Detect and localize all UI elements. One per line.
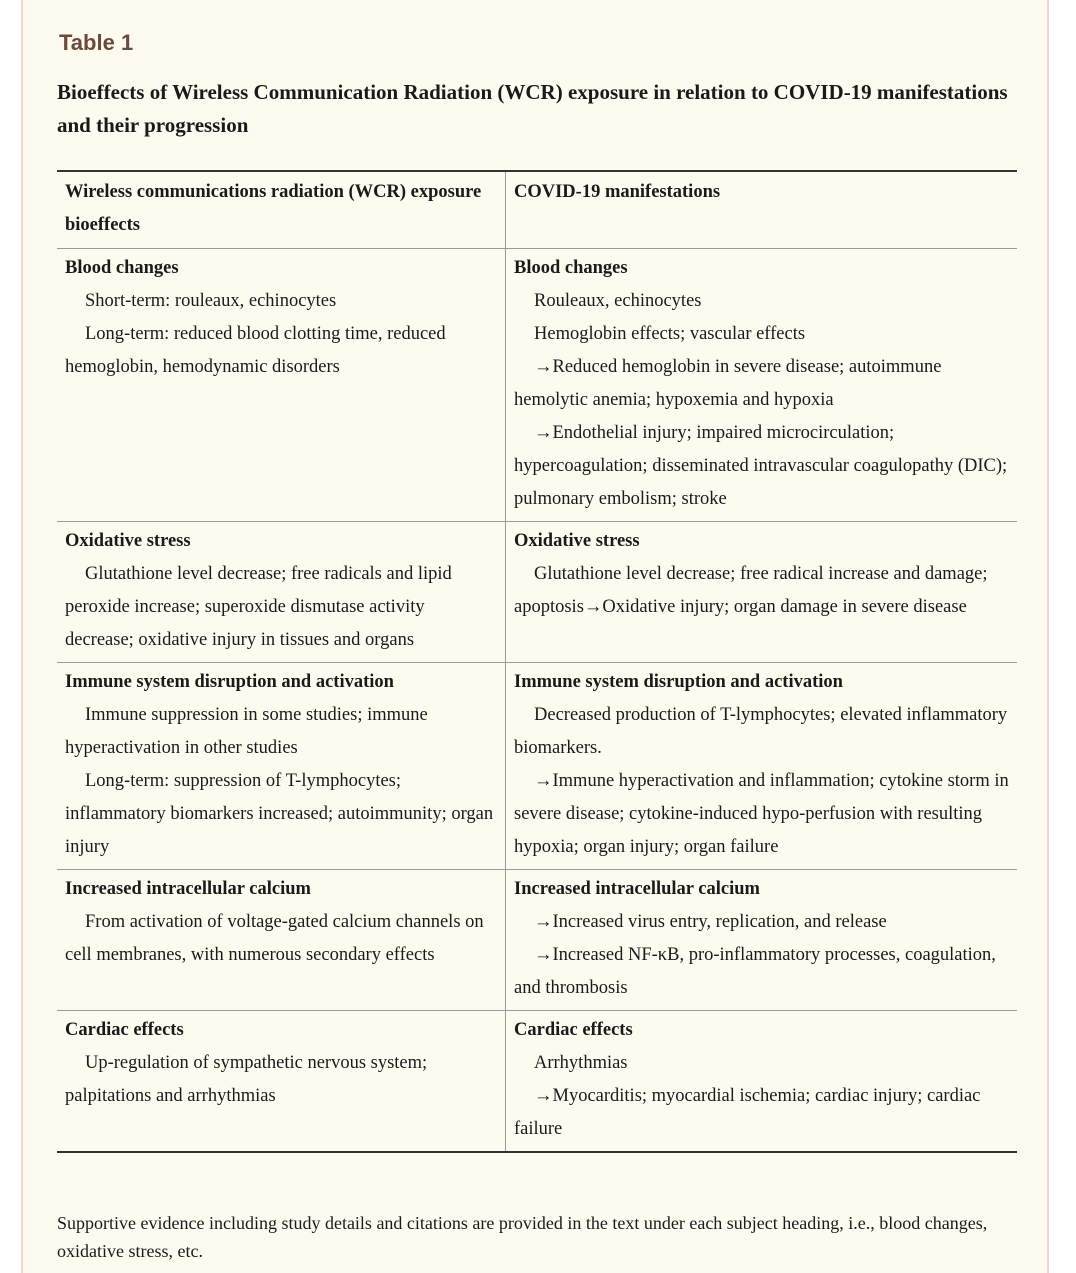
wcr-bioeffect-cell (57, 663, 506, 870)
cell-line: →Increased virus entry, replication, and release (534, 912, 887, 932)
cell-line: →Myocarditis; myocardial ischemia; cardiac injury; cardiac failure (514, 1086, 981, 1139)
cell-line: →Endothelial injury; impaired microcirculation; hypercoagulation; disseminated intravascular coagulopathy (DIC); pulmonary embolism; stroke (514, 423, 1008, 509)
covid-manifestation-cell (506, 249, 1018, 522)
table-header-row (57, 171, 1017, 249)
cell-line: Long-term: suppression of T-lymphocytes; inflammatory biomarkers increased; autoimmunity; organ injury (65, 771, 494, 857)
cell-heading: Cardiac effects (65, 1020, 184, 1040)
cell-heading: Immune system disruption and activation (514, 672, 843, 692)
covid-manifestation-cell (506, 663, 1018, 870)
cell-line: Rouleaux, echinocytes (534, 291, 702, 311)
cell-line: Immune suppression in some studies; immune hyperactivation in other studies (65, 705, 428, 758)
cell-line: From activation of voltage-gated calcium channels on cell membranes, with numerous secondary effects (65, 912, 484, 965)
cell-heading: Increased intracellular calcium (65, 879, 311, 899)
cell-heading: Oxidative stress (65, 531, 191, 551)
covid-manifestation-cell (506, 870, 1018, 1011)
cell-line: Up-regulation of sympathetic nervous system; palpitations and arrhythmias (65, 1053, 428, 1106)
column-header-wcr: Wireless communications radiation (WCR) exposure bioeffects (57, 171, 506, 249)
cell-line: Short-term: rouleaux, echinocytes (85, 291, 337, 311)
table-row (57, 522, 1017, 663)
table-panel (21, 0, 1049, 1273)
wcr-bioeffect-cell (57, 1011, 506, 1153)
table-row (57, 1011, 1017, 1153)
table-caption: Bioeffects of Wireless Communication Radiation (WCR) exposure in relation to COVID-19 manifestations and their progression (57, 80, 1008, 137)
cell-heading: Oxidative stress (514, 531, 640, 551)
covid-manifestation-cell (506, 1011, 1018, 1153)
cell-line: Glutathione level decrease; free radical increase and damage; apoptosis→Oxidative injury; organ damage in severe disease (514, 564, 988, 617)
table-row (57, 870, 1017, 1011)
column-header-covid: COVID-19 manifestations (506, 171, 1018, 249)
wcr-bioeffect-cell (57, 522, 506, 663)
cell-line: →Immune hyperactivation and inflammation; cytokine storm in severe disease; cytokine-induced hypo-perfusion with resulting hypoxia; organ injury; organ failure (514, 771, 1009, 857)
cell-line: →Increased NF-κB, pro-inflammatory processes, coagulation, and thrombosis (514, 945, 996, 998)
bioeffects-table (57, 170, 1017, 1153)
cell-heading: Cardiac effects (514, 1020, 633, 1040)
table-row (57, 663, 1017, 870)
cell-line: Glutathione level decrease; free radicals and lipid peroxide increase; superoxide dismutase activity decrease; oxidative injury in tissues and organs (65, 564, 452, 650)
cell-line: Hemoglobin effects; vascular effects (534, 324, 806, 344)
cell-line: Long-term: reduced blood clotting time, reduced hemoglobin, hemodynamic disorders (65, 324, 446, 377)
table-footnote: Supportive evidence including study details and citations are provided in the text under each subject heading, i.e., blood changes, oxidative stress, etc. (57, 1213, 988, 1261)
cell-line: Arrhythmias (534, 1053, 628, 1073)
cell-heading: Blood changes (514, 258, 628, 278)
table-label: Table 1 (59, 30, 134, 55)
cell-line: →Reduced hemoglobin in severe disease; autoimmune hemolytic anemia; hypoxemia and hypoxia (514, 357, 942, 410)
cell-heading: Blood changes (65, 258, 179, 278)
wcr-bioeffect-cell (57, 870, 506, 1011)
cell-heading: Increased intracellular calcium (514, 879, 760, 899)
wcr-bioeffect-cell (57, 249, 506, 522)
covid-manifestation-cell (506, 522, 1018, 663)
cell-heading: Immune system disruption and activation (65, 672, 394, 692)
table-row (57, 249, 1017, 522)
cell-line: Decreased production of T-lymphocytes; elevated inflammatory biomarkers. (514, 705, 1008, 758)
